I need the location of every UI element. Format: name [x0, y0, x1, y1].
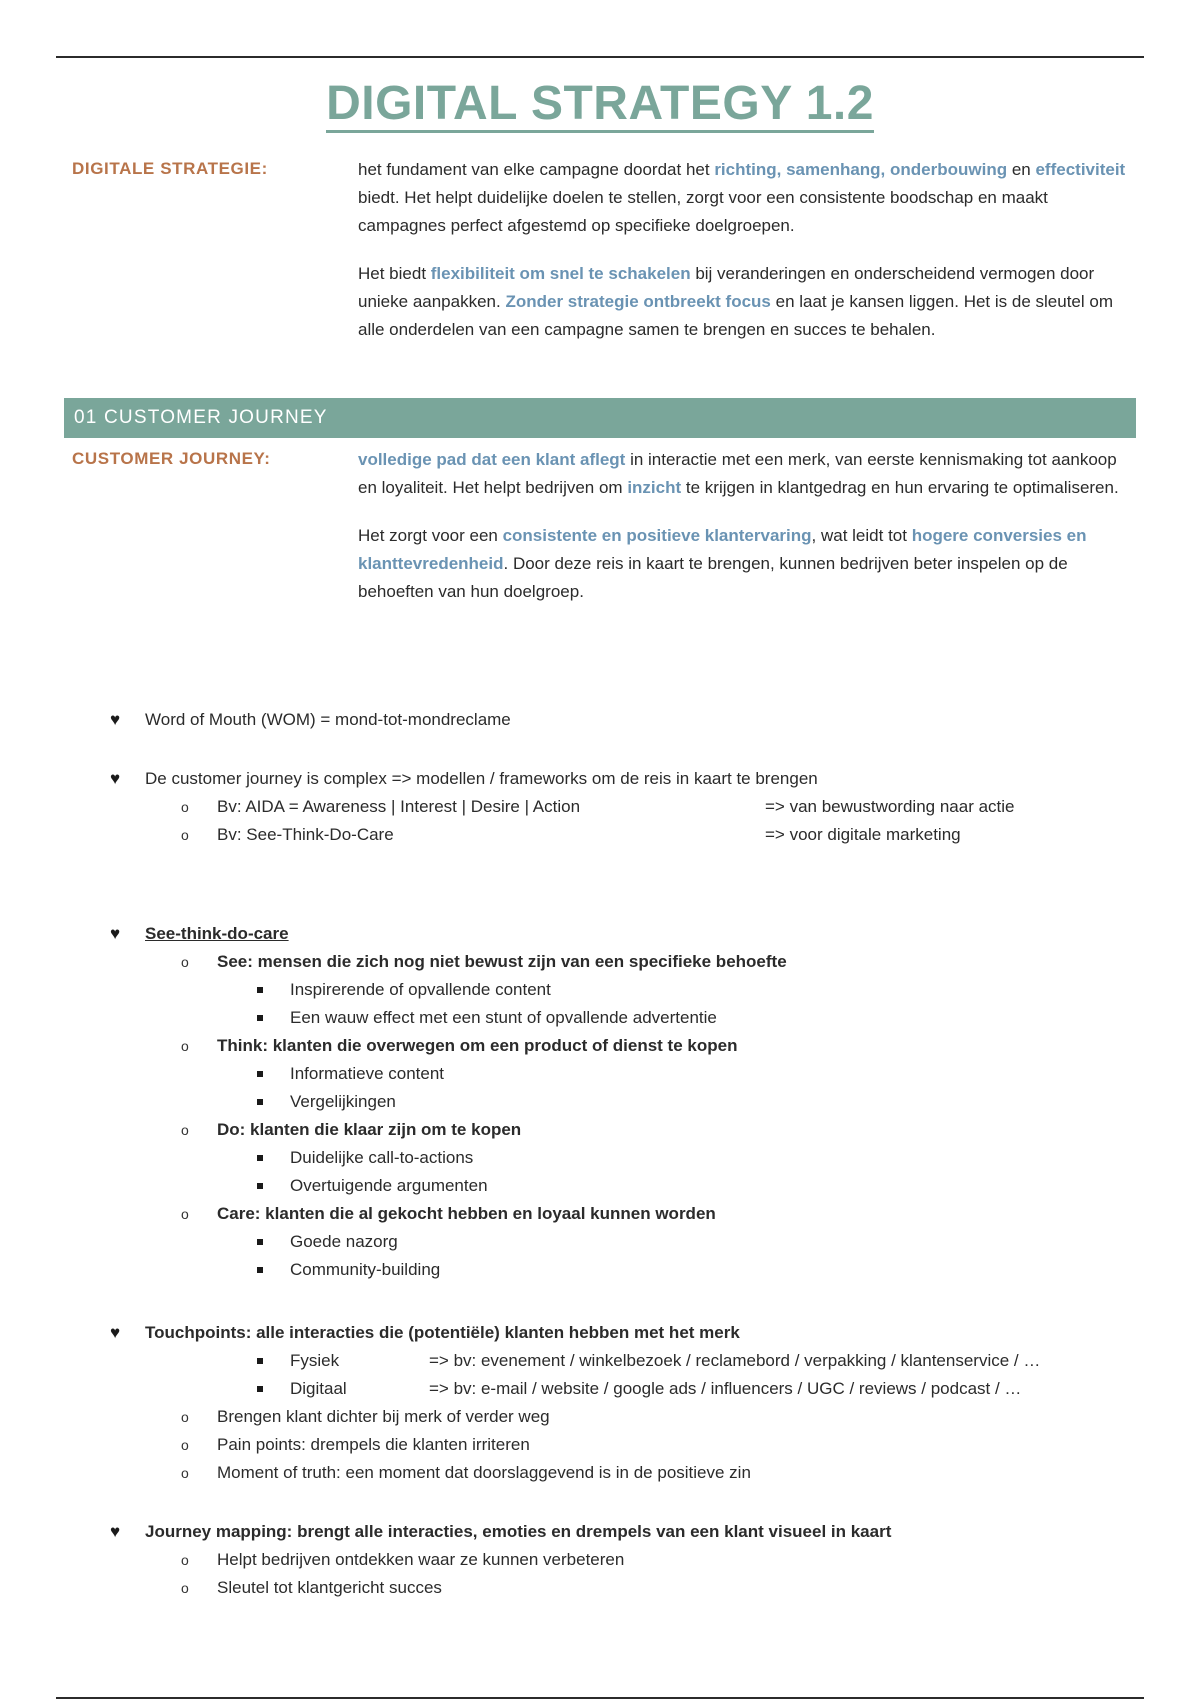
square-bullet-icon [257, 987, 263, 993]
bullet-list [110, 1518, 1140, 1602]
circle-bullet-icon: o [181, 954, 189, 970]
list-item: o Care: klanten die al gekocht hebben en loyaal kunnen worden [145, 1200, 1140, 1228]
bottom-rule [56, 1697, 1144, 1699]
list-item: o Sleutel tot klantgericht succes [145, 1574, 1140, 1602]
text-segment: biedt. Het helpt duidelijke doelen te stellen, zorgt voor een consistente boodschap en maakt campagnes perfect afgestemd op specifieke doelgroepen. [358, 188, 1048, 235]
list-item: o Helpt bedrijven ontdekken waar ze kunnen verbeteren [145, 1546, 1140, 1574]
section-header: 01 CUSTOMER JOURNEY [64, 398, 1136, 438]
list-item: o Think: klanten die overwegen om een product of dienst te kopen [145, 1032, 1140, 1060]
highlighted-text: volledige pad dat een klant aflegt [358, 450, 626, 469]
definition-paragraph [358, 156, 1132, 240]
square-bullet-icon [257, 1358, 263, 1364]
list-item: o Brengen klant dichter bij merk of verder weg [145, 1403, 1140, 1431]
definition-paragraph [358, 446, 1132, 502]
bullet-list [110, 920, 1140, 1284]
circle-bullet-icon: o [181, 1552, 189, 1568]
circle-bullet-icon: o [181, 1437, 189, 1453]
square-bullet-icon [257, 1015, 263, 1021]
text-segment: Het zorgt voor een [358, 526, 503, 545]
circle-bullet-icon: o [181, 1206, 189, 1222]
definition-digitale-strategie [72, 156, 1132, 364]
definition-customer-journey [72, 446, 1132, 626]
text-segment: , wat leidt tot [811, 526, 912, 545]
bullet-list [110, 765, 1140, 849]
definition-paragraph [358, 522, 1132, 606]
text-segment: te krijgen in klantgedrag en hun ervaring te optimaliseren. [681, 478, 1119, 497]
page-title: DIGITAL STRATEGY 1.2 [0, 76, 1200, 131]
bullet-list [110, 1319, 1140, 1487]
list-item: Fysiek => bv: evenement / winkelbezoek / reclamebord / verpakking / klantenservice / … [145, 1347, 1140, 1375]
list-item: o Bv: See-Think-Do-Care => voor digitale marketing [145, 821, 1140, 849]
highlighted-text: consistente en positieve klantervaring [502, 526, 812, 545]
text-segment: bij veranderingen en onderscheidend vermogen door unieke aanpakken. [358, 264, 1095, 311]
square-bullet-icon [257, 1239, 263, 1245]
definition-label: DIGITALE STRATEGIE: [72, 159, 268, 178]
heart-bullet-icon: ♥ [110, 710, 121, 729]
circle-bullet-icon: o [181, 1409, 189, 1425]
definition-paragraph [358, 260, 1132, 344]
highlighted-text: effectiviteit [1035, 160, 1126, 179]
highlighted-text: inzicht [627, 478, 682, 497]
circle-bullet-icon: o [181, 1465, 189, 1481]
text-segment: in interactie met een merk, van eerste kennismaking tot aankoop en loyaliteit. Het helpt bedrijven om [358, 450, 1117, 497]
list-item: Overtuigende argumenten [145, 1172, 1140, 1200]
square-bullet-icon [257, 1099, 263, 1105]
list-item: ♥ Journey mapping: brengt alle interacties, emoties en drempels van een klant visueel in kaart o Helpt bedrijven ontdekken waar ze kunnen verbeteren o Sleutel tot klantgericht succes [110, 1518, 1140, 1602]
list-item: Goede nazorg [145, 1228, 1140, 1256]
list-item: o Pain points: drempels die klanten irriteren [145, 1431, 1140, 1459]
list-item: Duidelijke call-to-actions [145, 1144, 1140, 1172]
text-segment: en laat je kansen liggen. Het is de sleutel om alle onderdelen van een campagne samen te brengen en succes te behalen. [358, 292, 1113, 339]
square-bullet-icon [257, 1155, 263, 1161]
square-bullet-icon [257, 1267, 263, 1273]
square-bullet-icon [257, 1183, 263, 1189]
highlighted-text: flexibiliteit om snel te schakelen [430, 264, 691, 283]
heart-bullet-icon: ♥ [110, 1323, 121, 1342]
highlighted-text: hogere conversies en klanttevredenheid [358, 526, 1087, 573]
list-item: Community-building [145, 1256, 1140, 1284]
list-item: o Bv: AIDA = Awareness | Interest | Desire | Action => van bewustwording naar actie [145, 793, 1140, 821]
circle-bullet-icon: o [181, 1122, 189, 1138]
heart-bullet-icon: ♥ [110, 1522, 121, 1541]
square-bullet-icon [257, 1386, 263, 1392]
bullet-list [110, 706, 1140, 734]
list-item: ♥ Touchpoints: alle interacties die (potentiële) klanten hebben met het merk Fysiek => bv: evenement / winkelbezoek / reclamebord / verpakking / klantenservice / … Digitaal => bv: e-mail / website / google ads / influencers / UGC / reviews / podcast / … o Brengen klant dichter bij merk of verder weg o Pain points: drempels die klanten irriteren o Moment of truth: een moment dat doorslaggevend is in de positieve zin [110, 1319, 1140, 1487]
list-item: Vergelijkingen [145, 1088, 1140, 1116]
highlighted-text: Zonder strategie ontbreekt focus [505, 292, 771, 311]
circle-bullet-icon: o [181, 827, 189, 843]
text-segment: Het biedt [358, 264, 431, 283]
square-bullet-icon [257, 1071, 263, 1077]
list-item: Inspirerende of opvallende content [145, 976, 1140, 1004]
circle-bullet-icon: o [181, 1038, 189, 1054]
circle-bullet-icon: o [181, 799, 189, 815]
list-item: ♥ See-think-do-care o See: mensen die zich nog niet bewust zijn van een specifieke behoefte Inspirerende of opvallende content Een wauw effect met een stunt of opvallende advertentie o Think: klanten die overwegen om een product of dienst te kopen Informatieve content Vergelijkingen o Do: klanten die klaar zijn om te kopen Duidelijke call-to-actions Overtuigende argumenten o Care: klanten die al gekocht hebben en loyaal kunnen worden Goede nazorg Community-building [110, 920, 1140, 1284]
list-item: Digitaal => bv: e-mail / website / google ads / influencers / UGC / reviews / podcast / … [145, 1375, 1140, 1403]
definition-label: CUSTOMER JOURNEY: [72, 449, 271, 468]
list-item: Informatieve content [145, 1060, 1140, 1088]
circle-bullet-icon: o [181, 1580, 189, 1596]
list-item: ♥ Word of Mouth (WOM) = mond-tot-mondreclame [110, 706, 1140, 734]
text-segment: en [1007, 160, 1036, 179]
list-item: o See: mensen die zich nog niet bewust zijn van een specifieke behoefte [145, 948, 1140, 976]
list-item: o Moment of truth: een moment dat doorslaggevend is in de positieve zin [145, 1459, 1140, 1487]
list-item: ♥ De customer journey is complex => modellen / frameworks om de reis in kaart te brengen o Bv: AIDA = Awareness | Interest | Desire | Action => van bewustwording naar actie o Bv: See-Think-Do-Care => voor digitale marketing [110, 765, 1140, 849]
list-item: o Do: klanten die klaar zijn om te kopen [145, 1116, 1140, 1144]
list-item: Een wauw effect met een stunt of opvallende advertentie [145, 1004, 1140, 1032]
text-segment: . Door deze reis in kaart te brengen, kunnen bedrijven beter inspelen op de behoeften van hun doelgroep. [358, 554, 1068, 601]
heart-bullet-icon: ♥ [110, 769, 121, 788]
text-segment: het fundament van elke campagne doordat het [358, 160, 715, 179]
top-rule [56, 56, 1144, 58]
highlighted-text: richting, samenhang, onderbouwing [714, 160, 1008, 179]
heart-bullet-icon: ♥ [110, 924, 121, 943]
